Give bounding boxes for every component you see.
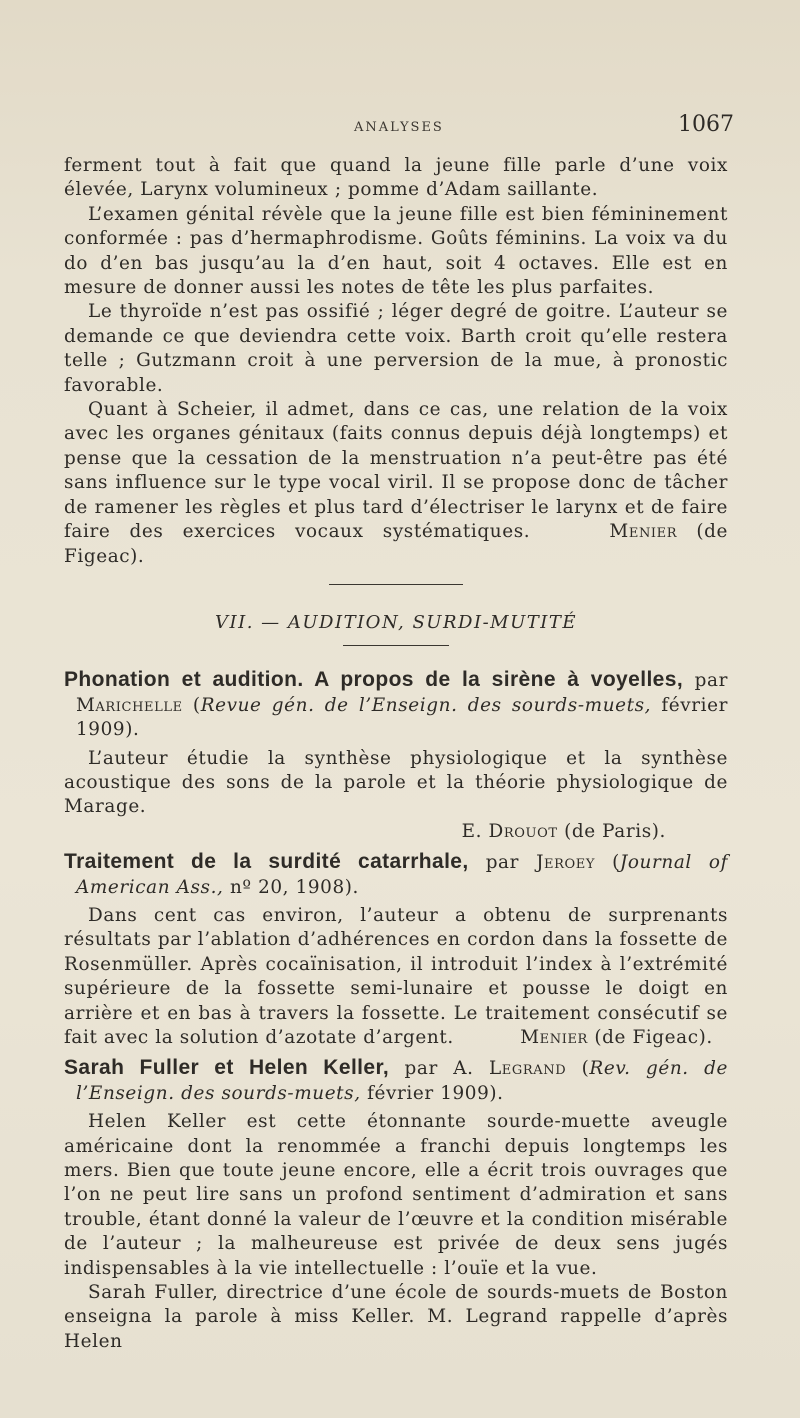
signature-place: (de Figeac). [594,1027,713,1048]
signature-place: (de Paris). [564,820,666,842]
signature-name: Menier [520,1027,588,1048]
article-heading: Phonation et audition. A propos de la sirène à voyelles, par Marichelle (Revue gén. de l’Enseign. des sourds-muets, février 1909). [64,668,728,741]
article-par: par A. [404,1058,474,1080]
signature-place: (de Figeac). [64,521,729,567]
running-head: ANALYSES [354,120,444,135]
article-title: Phonation et audition. A propos de la sirène à voyelles, [64,668,684,692]
article-body: Sarah Fuller, directrice d’une école de sourds-muets de Boston enseigna la parole à miss Keller. M. Legrand rappelle d’après Helen [64,1282,728,1352]
continued-paragraph: L’examen génital révèle que la jeune fille est bien fémininement conformée : pas d’hermaphrodisme. Goûts féminins. La voix va du do d’en bas jusqu’au la d’en haut, soit 4 octaves. Elle est en mesure de donner aussi les notes de tête les plus parfaites. [64,203,728,299]
paragraph-text: Dans cent cas environ, l’auteur a obtenu de surprenants résultats par l’ablation d’adhérences en cordon dans la fossette de Rosenmüller. Après cocaïnisation, il introduit l’index à l’extrémité supérieure de la fossette semi-lunaire et pousse le doigt en arrière et en bas à travers la fossette. Le traitement consécutif se fait avec la solution d’azotate d’argent. [64,904,728,1048]
signature-initial: E. [461,820,483,842]
section-rule-bottom [343,645,449,646]
article-heading: Sarah Fuller et Helen Keller, par A. Legrand (Rev. gén. de l’Enseign. des sourds-muets, février 1909). [64,1056,728,1104]
article-date: février 1909). [76,694,728,741]
article-title: Sarah Fuller et Helen Keller, [64,1056,390,1080]
article-body [64,904,728,1050]
article-source: Rev. gén. de l’Enseign. des sourds-muets, [76,1058,728,1104]
article-author: Legrand [488,1058,567,1080]
article-title: Traitement de la surdité catarrhale, [64,850,469,874]
signature-name: Drouot [488,820,558,842]
continued-paragraph [64,398,728,569]
section-heading: VII. — AUDITION, SURDI-MUTITÉ [214,611,578,633]
section-rule-top [329,584,463,585]
body-text [64,154,728,1354]
article-body: L’auteur étudie la synthèse physiologique et la synthèse acoustique des sons de la parole et la théorie physiologique de Marage. [64,747,728,818]
article-signature [64,820,728,844]
article-par: par [485,852,520,874]
article-heading: Traitement de la surdité catarrhale, par Jeroey (Journal of American Ass., nº 20, 1908). [64,850,728,898]
article-author: Jeroey [536,852,596,874]
continued-paragraph: Le thyroïde n’est pas ossifié ; léger degré de goitre. L’auteur se demande ce que deviendra cette voix. Barth croit qu’elle restera telle ; Gutzmann croit à une perversion de la mue, à pronostic favorable. [64,301,728,396]
article-date: février 1909). [367,1082,504,1104]
page-number: 1067 [678,112,734,137]
page-header [62,112,734,142]
article-par: par [694,670,728,692]
article-source: Revue gén. de l’Enseign. des sourds-muets, [200,694,652,716]
signature-name: Menier [609,521,678,543]
article-author: Marichelle [76,694,183,716]
continued-paragraph: ferment tout à fait que quand la jeune fille parle d’une voix élevée, Larynx volumineux ; pomme d’Adam saillante. [64,155,728,201]
paragraph-text: Quant à Scheier, il admet, dans ce cas, une relation de la voix avec les organes génitaux (faits connus depuis déjà longtemps) et pense que la cessation de la menstruation n’a peut-être pas été sans influence sur le type vocal viril. Il se propose donc de tâcher de ramener les règles et plus tard d’électriser le larynx et de faire faire des exercices vocaux systématiques. [64,399,728,543]
article-date: nº 20, 1908). [229,876,359,898]
article-body: Helen Keller est cette étonnante sourde-muette aveugle américaine dont la renommée a franchi depuis longtemps les mers. Bien que toute jeune encore, elle a écrit trois ouvrages que l’on ne peut lire sans un profond sentiment d’admiration et sans trouble, étant donné la valeur de l’œuvre et la condition misérable de l’auteur ; la malheureuse est privée de deux sens jugés indispensables à la vie intellectuelle : l’ouïe et la vue. [64,1111,728,1279]
article-source: Journal of American Ass., [76,852,728,898]
